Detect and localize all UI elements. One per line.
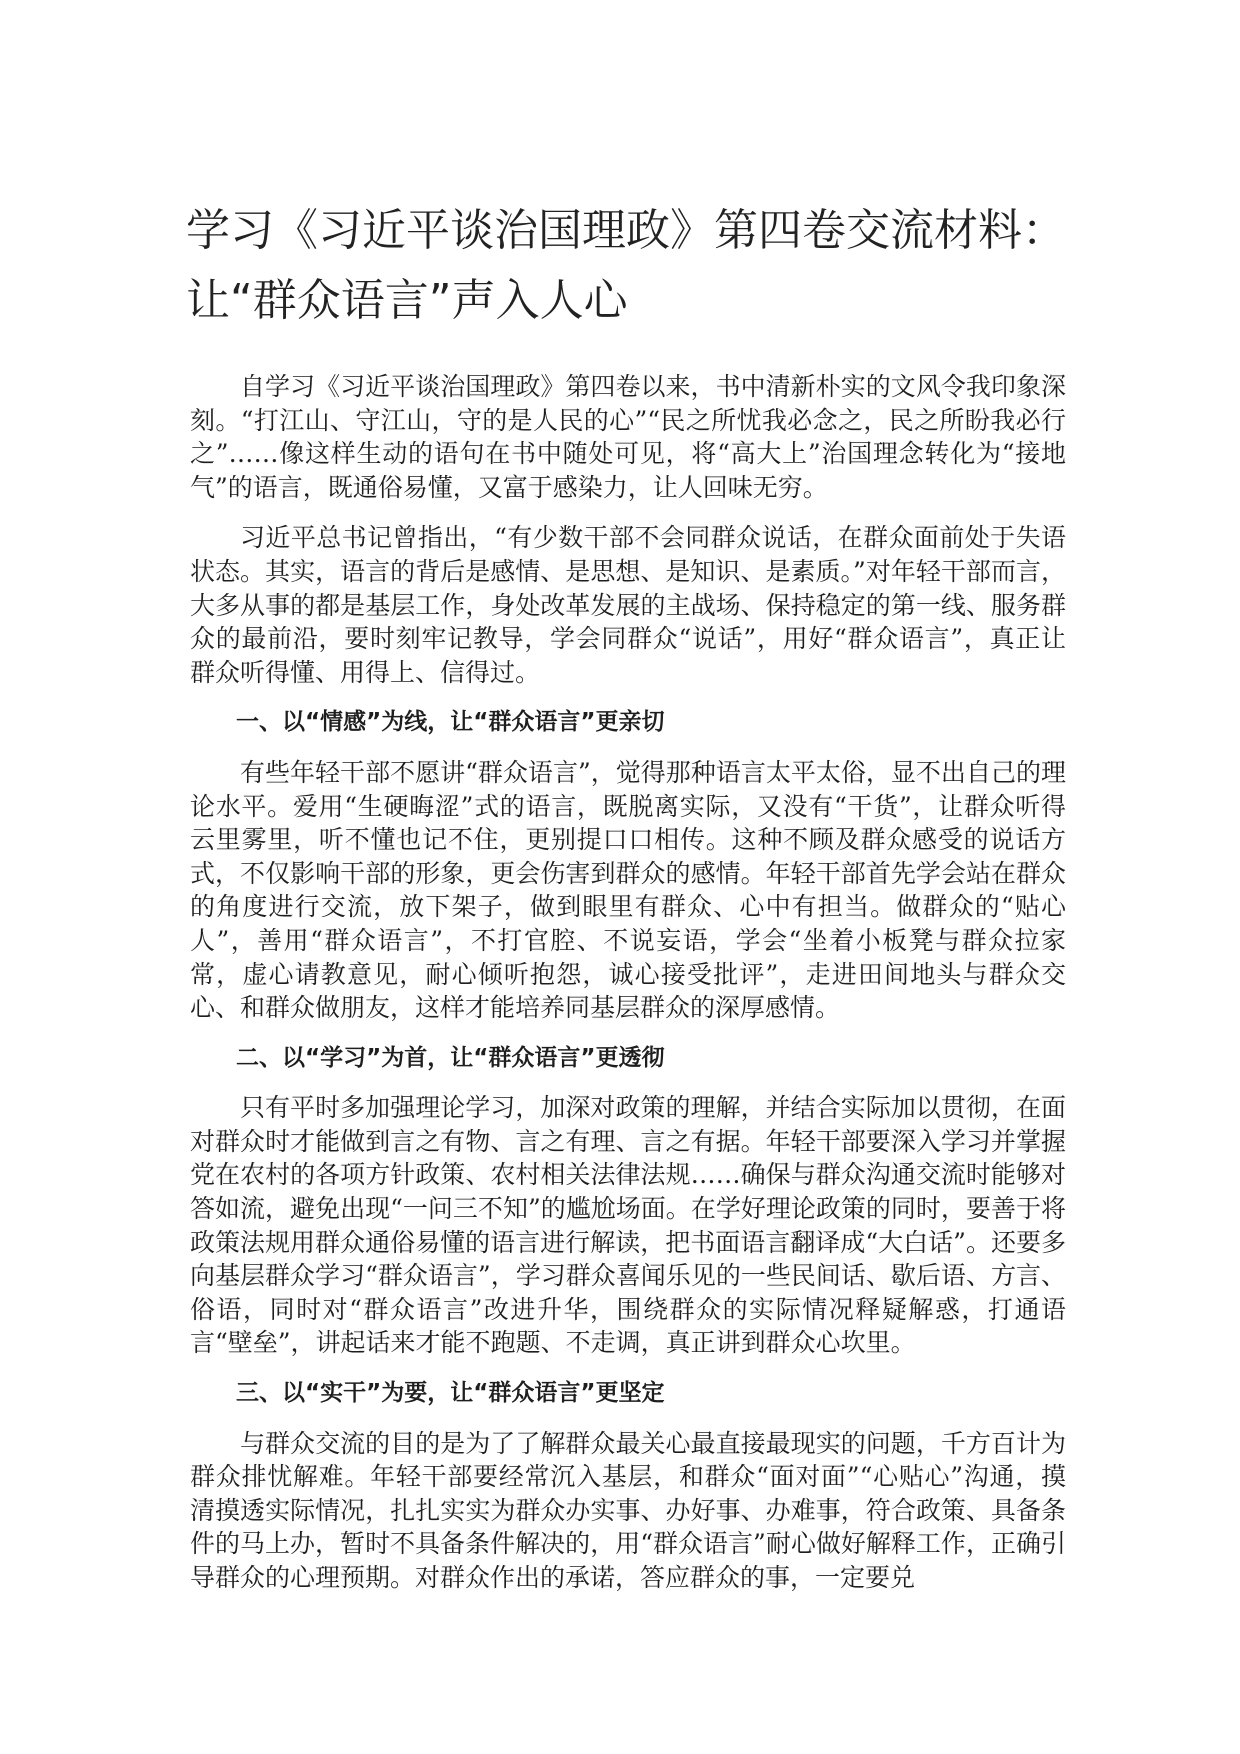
section-heading-3: 三、以“实干”为要，让“群众语言”更坚定 [236, 1380, 665, 1407]
section-paragraph-1: 有些年轻干部不愿讲“群众语言”，觉得那种语言太平太俗，显不出自己的理论水平。爱用“生硬晦涩”式的语言，既脱离实际，又没有“干货”，让群众听得云里雾里，听不懂也记不住，更别提口口相传。这种不顾及群众感受的说话方式，不仅影响干部的形象，更会伤害到群众的感情。年轻干部首先学会站在群众的角度进行交流，放下架子，做到眼里有群众、心中有担当。做群众的“贴心人”，善用“群众语言”，不打官腔、不说妄语，学会“坐着小板凳与群众拉家常，虚心请教意见，耐心倾听抱怨，诚心接受批评”，走进田间地头与群众交心、和群众做朋友，这样才能培养同基层群众的深厚感情。 [190, 757, 1066, 1023]
document-body [190, 370, 1066, 1612]
intro-paragraph-1: 自学习《习近平谈治国理政》第四卷以来，书中清新朴实的文风令我印象深刻。“打江山、守江山，守的是人民的心”“民之所忧我必念之，民之所盼我必行之”……像这样生动的语句在书中随处可见，将“高大上”治国理念转化为“接地气”的语言，既通俗易懂，又富于感染力，让人回味无穷。 [190, 372, 1066, 502]
intro-paragraph-2: 习近平总书记曾指出，“有少数干部不会同群众说话，在群众面前处于失语状态。其实，语言的背后是感情、是思想、是知识、是素质。”对年轻干部而言，大多从事的都是基层工作，身处改革发展的主战场、保持稳定的第一线、服务群众的最前沿，要时刻牢记教导，学会同群众“说话”，用好“群众语言”，真正让群众听得懂、用得上、信得过。 [190, 523, 1066, 687]
section-paragraph-3: 与群众交流的目的是为了了解群众最关心最直接最现实的问题，千方百计为群众排忧解难。年轻干部要经常沉入基层，和群众“面对面”“心贴心”沟通，摸清摸透实际情况，扎扎实实为群众办实事、办好事、办难事，符合政策、具备条件的马上办，暂时不具备条件解决的，用“群众语言”耐心做好解释工作，正确引导群众的心理预期。对群众作出的承诺，答应群众的事，一定要兑 [190, 1428, 1066, 1592]
section-heading-2: 二、以“学习”为首，让“群众语言”更透彻 [236, 1044, 665, 1071]
section-heading-1: 一、以“情感”为线，让“群众语言”更亲切 [236, 709, 665, 736]
document-title: 学习《习近平谈治国理政》第四卷交流材料：让“群众语言”声入人心 [186, 205, 1066, 326]
section-paragraph-2: 只有平时多加强理论学习，加深对政策的理解，并结合实际加以贯彻，在面对群众时才能做到言之有物、言之有理、言之有据。年轻干部要深入学习并掌握党在农村的各项方针政策、农村相关法律法规……确保与群众沟通交流时能够对答如流，避免出现“一问三不知”的尴尬场面。在学好理论政策的同时，要善于将政策法规用群众通俗易懂的语言进行解读，把书面语言翻译成“大白话”。还要多向基层群众学习“群众语言”，学习群众喜闻乐见的一些民间话、歇后语、方言、俗语，同时对“群众语言”改进升华，围绕群众的实际情况释疑解惑，打通语言“壁垒”，讲起话来才能不跑题、不走调，真正讲到群众心坎里。 [190, 1093, 1066, 1358]
